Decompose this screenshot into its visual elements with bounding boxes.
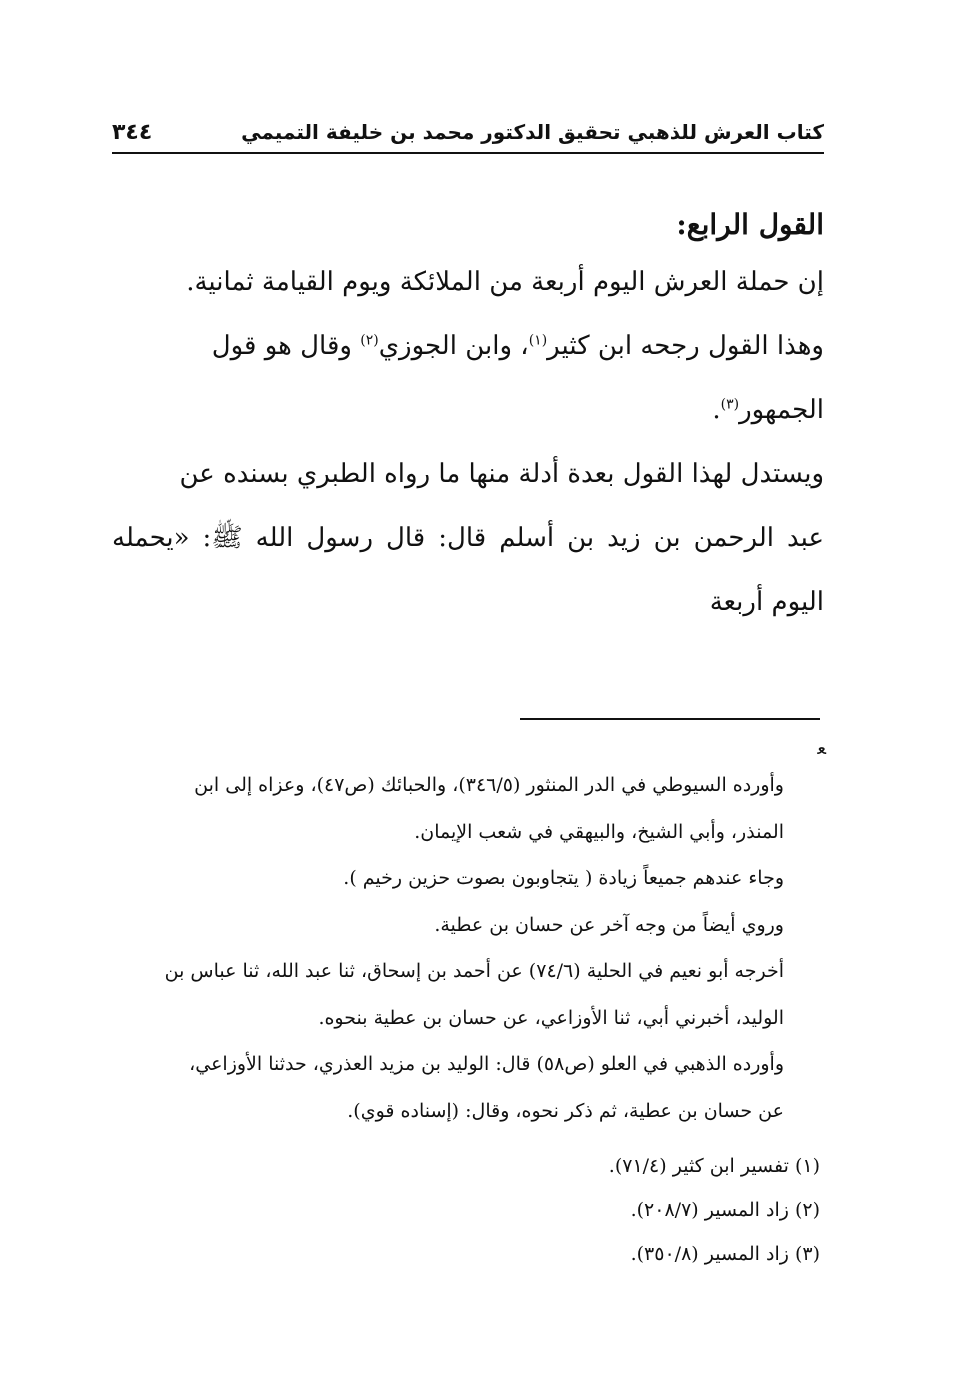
- footnote-ref-2: (٢): [360, 332, 379, 349]
- footnote-line: وأورده السيوطي في الدر المنثور (٣٤٦/٥)، والحبائك (ص٤٧)، وعزاه إلى ابن: [194, 774, 784, 796]
- footnote-line: أخرجه أبو نعيم في الحلية (٧٤/٦) عن أحمد بن إسحاق، ثنا عبد الله، ثنا عباس بن: [164, 960, 784, 982]
- body-line-3-part-a: الجمهور: [739, 395, 824, 425]
- body-line-2-part-c: وقال هو قول: [211, 331, 361, 361]
- running-title: كتاب العرش للذهبي تحقيق الدكتور محمد بن خليفة التميمي: [241, 120, 824, 144]
- body-line-3-part-b: .: [712, 395, 721, 425]
- body-line-2: [112, 314, 824, 378]
- footnote-ref-1: (١): [528, 332, 548, 349]
- footnote-ref-3: (٣): [720, 396, 740, 413]
- reference-item: (٢) زاد المسير (٢٠٨/٧).: [630, 1199, 820, 1221]
- page-header: [112, 112, 824, 154]
- body-line-4: ويستدل لهذا القول بعدة أدلة منها ما رواه الطبري بسنده عن: [179, 459, 824, 489]
- reference-item: (٣) زاد المسير (٣٥٠/٨).: [630, 1243, 820, 1265]
- footnote-line: وجاء عندهم جميعاً زيادة ( يتجاوبون بصوت حزين رخيم ).: [343, 867, 784, 889]
- footnote-line: المنذر، وأبي الشيخ، والبيهقي في شعب الإيمان.: [414, 820, 784, 843]
- footnotes-block: [112, 762, 784, 1134]
- footnote-line: وروي أيضاً من وجه آخر عن حسان بن عطية.: [434, 913, 784, 936]
- body-line-5: عبد الرحمن بن زيد بن أسلم قال: قال رسول الله ﷺ: «يحمله اليوم أربعة: [112, 523, 824, 617]
- page-number: ٣٤٤: [112, 119, 153, 145]
- body-line-3: [112, 378, 824, 442]
- footnote-separator: [520, 718, 820, 720]
- section-heading: القول الرابع:: [676, 208, 824, 241]
- footnote-continuation-mark: ﻌ: [817, 738, 826, 759]
- footnote-line: عن حسان بن عطية، ثم ذكر نحوه، وقال: (إسناده قوي).: [347, 1099, 784, 1122]
- footnote-line: وأورده الذهبي في العلو (ص٥٨) قال: الوليد بن مزيد العذري، حدثنا الأوزاعي،: [189, 1053, 784, 1075]
- reference-item: (١) تفسير ابن كثير (٧١/٤).: [608, 1155, 820, 1177]
- footnote-line: الوليد، أخبرني أبي، ثنا الأوزاعي، عن حسان بن عطية بنحوه.: [318, 1006, 784, 1029]
- main-text: [112, 200, 824, 634]
- body-line-2-part-a: وهذا القول رجحه ابن كثير: [547, 331, 824, 361]
- body-line-1: إن حملة العرش اليوم أربعة من الملائكة ويوم القيامة ثمانية.: [186, 267, 824, 297]
- body-line-2-part-b: ، وابن الجوزي: [378, 331, 529, 361]
- reference-list: [320, 1144, 820, 1276]
